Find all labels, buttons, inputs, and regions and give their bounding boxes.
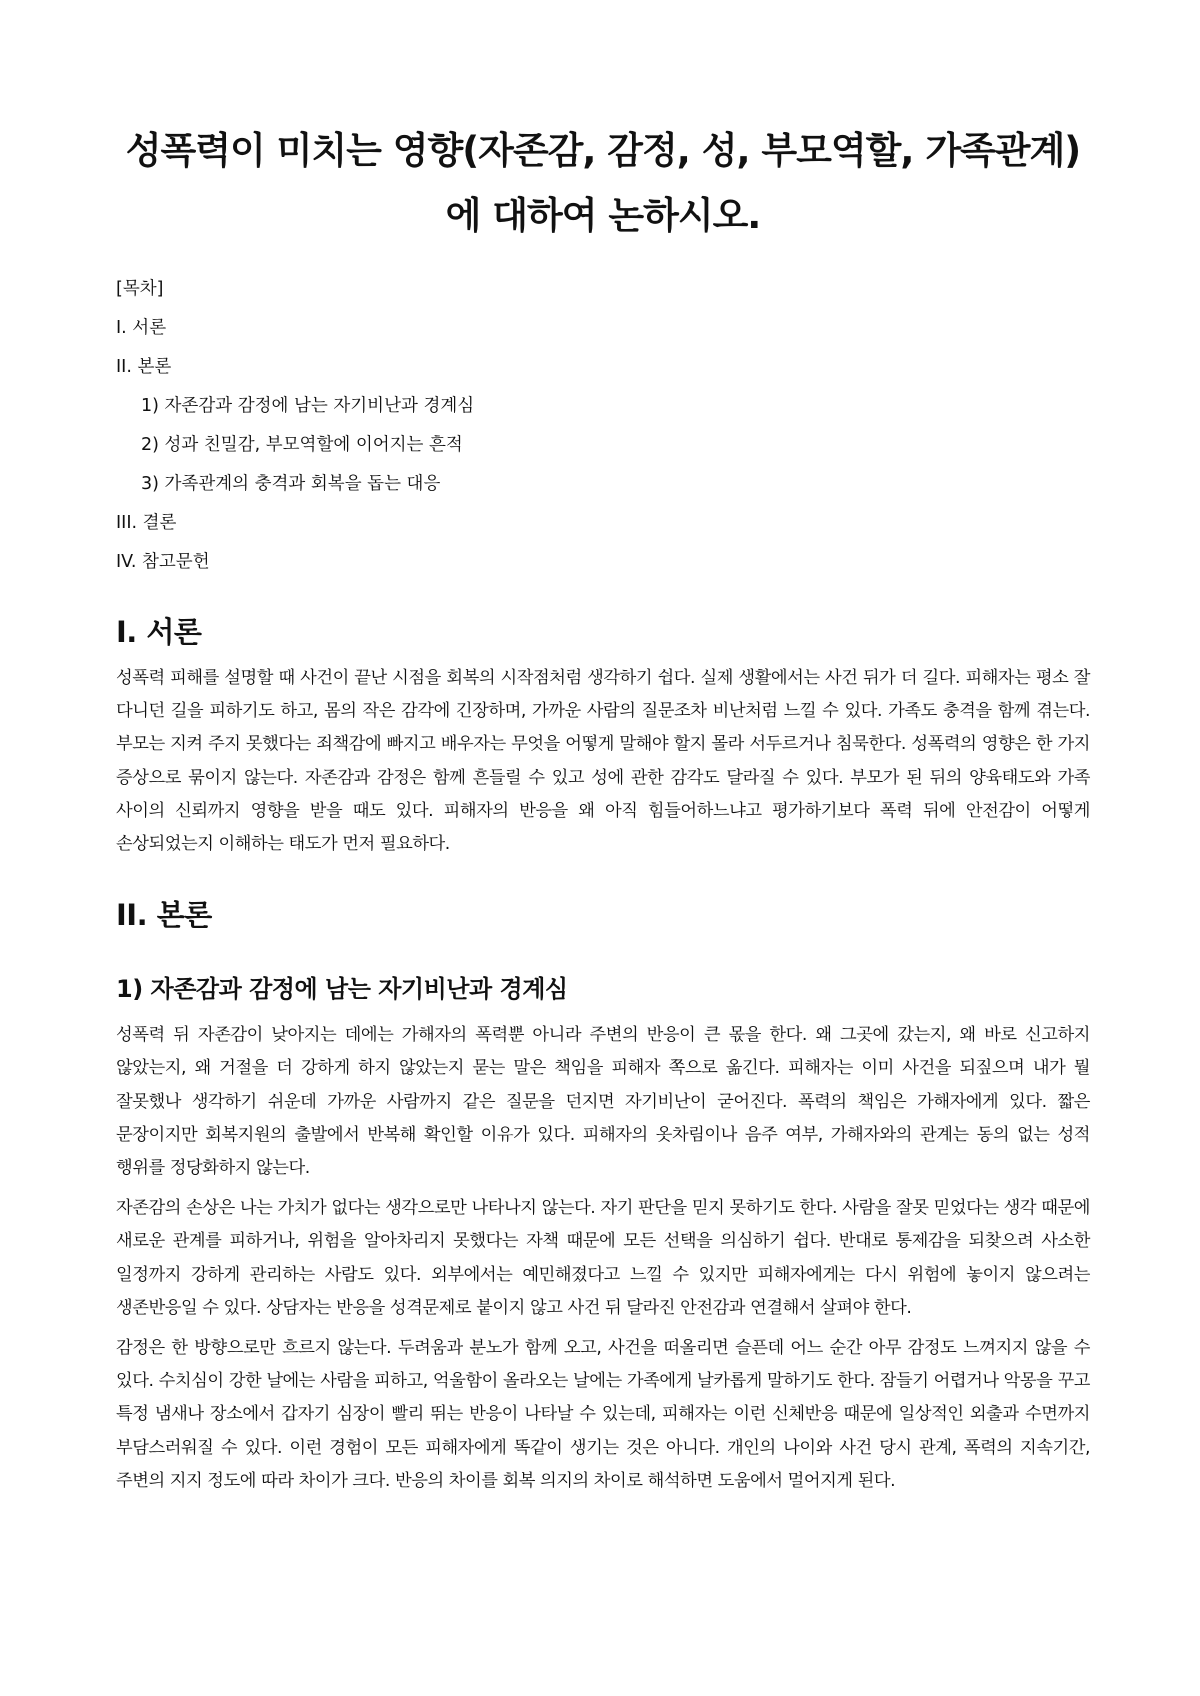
toc-item-body-3: 3) 가족관계의 충격과 회복을 돕는 대응: [141, 474, 441, 494]
body-paragraph: 성폭력 뒤 자존감이 낮아지는 데에는 가해자의 폭력뿐 아니라 주변의 반응이 큰 몫을 한다. 왜 그곳에 갔는지, 왜 바로 신고하지 않았는지, 왜 거절을 더 강하게 하지 않았는지 묻는 말은 책임을 피해자 쪽으로 옮긴다. 피해자는 이미 사건을 되짚으며 내가 뭘 잘못했나 생각하기 쉬운데 가까운 사람까지 같은 질문을 던지면 자기비난이 굳어진다. 폭력의 책임은 가해자에게 있다. 짧은 문장이지만 회복지원의 출발에서 반복해 확인할 이유가 있다. 피해자의 옷차림이나 음주 여부, 가해자와의 관계는 동의 없는 성적 행위를 정당화하지 않는다.: [116, 1025, 1090, 1179]
document-title: 성폭력이 미치는 영향(자존감, 감정, 성, 부모역할, 가족관계)에 대하여 논하시오.: [125, 129, 1081, 237]
toc-item-intro: I. 서론: [116, 318, 167, 338]
body-paragraph: 자존감의 손상은 나는 가치가 없다는 생각으로만 나타나지 않는다. 자기 판단을 믿지 못하기도 한다. 사람을 잘못 믿었다는 생각 때문에 새로운 관계를 피하거나, 위험을 알아차리지 못했다는 자책 때문에 모든 선택을 의심하기 쉽다. 반대로 통제감을 되찾으려 사소한 일정까지 강하게 관리하는 사람도 있다. 외부에서는 예민해졌다고 느낄 수 있지만 피해자에게는 다시 위험에 놓이지 않으려는 생존반응일 수 있다. 상담자는 반응을 성격문제로 붙이지 않고 사건 뒤 달라진 안전감과 연결해서 살펴야 한다.: [116, 1198, 1090, 1318]
subsection-heading-self-esteem: 1) 자존감과 감정에 남는 자기비난과 경계심: [116, 975, 568, 1004]
section-heading-intro: I. 서론: [116, 615, 202, 649]
table-of-contents: [116, 270, 1090, 582]
toc-item-body: II. 본론: [116, 357, 172, 377]
toc-label: [목차]: [116, 279, 164, 299]
intro-paragraph: 성폭력 피해를 설명할 때 사건이 끝난 시점을 회복의 시작점처럼 생각하기 쉽다. 실제 생활에서는 사건 뒤가 더 길다. 피해자는 평소 잘 다니던 길을 피하기도 하고, 몸의 작은 감각에 긴장하며, 가까운 사람의 질문조차 비난처럼 느낄 수 있다. 가족도 충격을 함께 겪는다. 부모는 지켜 주지 못했다는 죄책감에 빠지고 배우자는 무엇을 어떻게 말해야 할지 몰라 서두르거나 침묵한다. 성폭력의 영향은 한 가지 증상으로 묶이지 않는다. 자존감과 감정은 함께 흔들릴 수 있고 성에 관한 감각도 달라질 수 있다. 부모가 된 뒤의 양육태도와 가족 사이의 신뢰까지 영향을 받을 때도 있다. 피해자의 반응을 왜 아직 힘들어하느냐고 평가하기보다 폭력 뒤에 안전감이 어떻게 손상되었는지 이해하는 태도가 먼저 필요하다.: [116, 668, 1090, 855]
toc-item-references: IV. 참고문헌: [116, 552, 210, 572]
toc-item-body-1: 1) 자존감과 감정에 남는 자기비난과 경계심: [141, 396, 475, 416]
document-page: [116, 118, 1090, 1498]
toc-item-conclusion: III. 결론: [116, 513, 177, 533]
toc-item-body-2: 2) 성과 친밀감, 부모역할에 이어지는 흔적: [141, 435, 463, 455]
section-heading-body: II. 본론: [116, 898, 212, 933]
body-paragraph: 감정은 한 방향으로만 흐르지 않는다. 두려움과 분노가 함께 오고, 사건을 떠올리면 슬픈데 어느 순간 아무 감정도 느껴지지 않을 수 있다. 수치심이 강한 날에는 사람을 피하고, 억울함이 올라오는 날에는 가족에게 날카롭게 말하기도 한다. 잠들기 어렵거나 악몽을 꾸고 특정 냄새나 장소에서 갑자기 심장이 빨리 뛰는 반응이 나타날 수 있는데, 피해자는 이런 신체반응 때문에 일상적인 외출과 수면까지 부담스러워질 수 있다. 이런 경험이 모든 피해자에게 똑같이 생기는 것은 아니다. 개인의 나이와 사건 당시 관계, 폭력의 지속기간, 주변의 지지 정도에 따라 차이가 크다. 반응의 차이를 회복 의지의 차이로 해석하면 도움에서 멀어지게 된다.: [116, 1338, 1090, 1491]
